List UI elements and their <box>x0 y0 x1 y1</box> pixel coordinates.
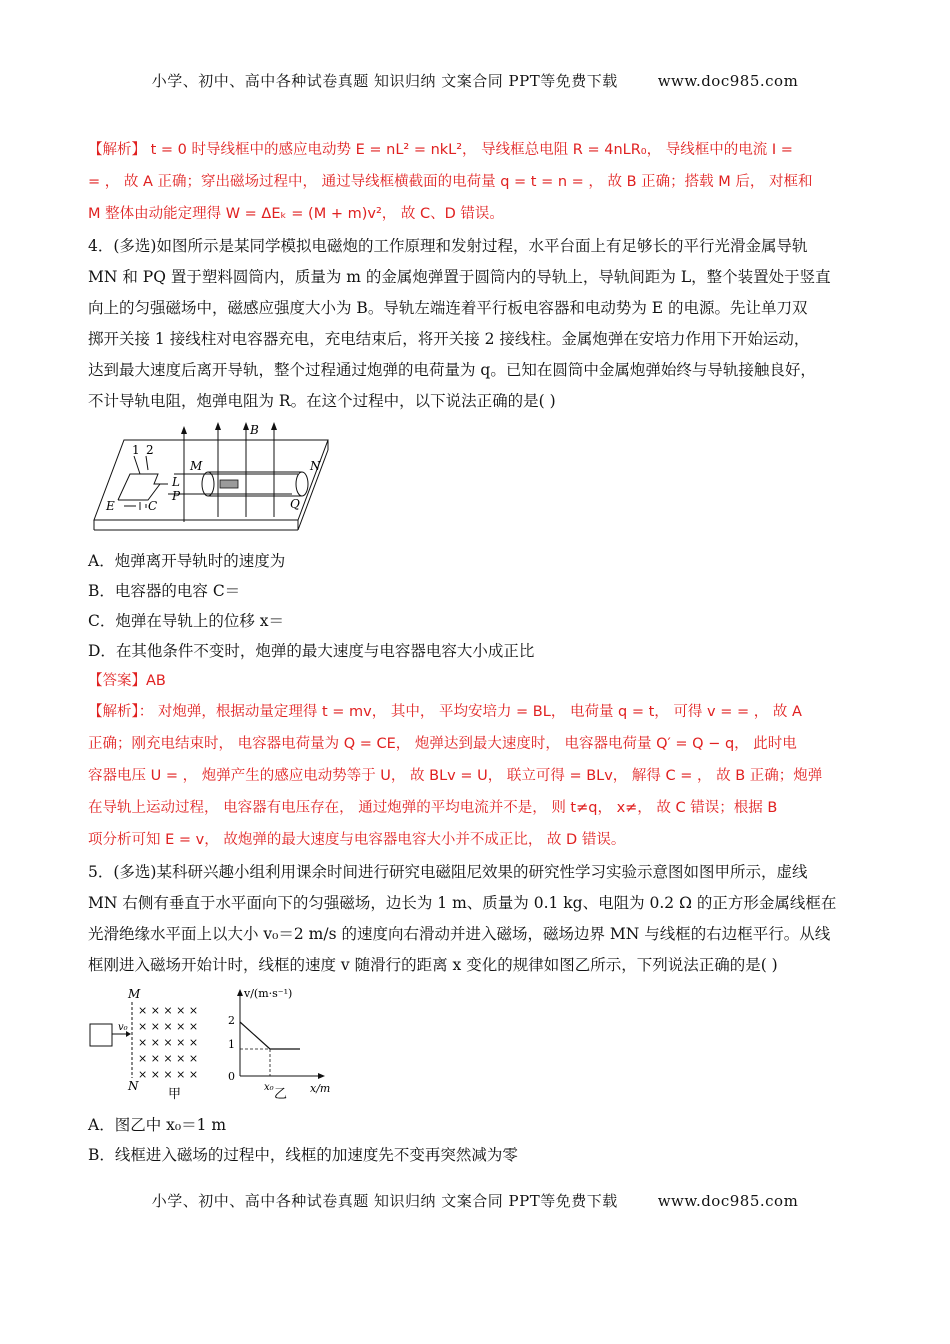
header-text: 小学、初中、高中各种试卷真题 知识归纳 文案合同 PPT等免费下载 <box>151 72 618 90</box>
y-tick-2: 2 <box>228 1014 235 1027</box>
wire-frame <box>90 1024 112 1046</box>
q4-solution-2: 正确；刚充电结束时， 电容器电荷量为 Q = CE， 炮弹达到最大速度时， 电容器电荷量 Q′ = Q − q， 此时电 <box>88 736 797 752</box>
page-footer <box>0 1190 950 1211</box>
footer-url: www.doc985.com <box>657 1192 799 1210</box>
q4-line-6: 不计导轨电阻，炮弹电阻为 R。在这个过程中，以下说法正确的是( ) <box>88 392 556 410</box>
q4-line-2: MN 和 PQ 置于塑料圆筒内，质量为 m 的金属炮弹置于圆筒内的导轨上，导轨间距为 L，整个装置处于竖直 <box>88 268 831 286</box>
switch <box>134 456 140 474</box>
label-b: B <box>250 423 259 437</box>
q4-line-1: 4．(多选)如图所示是某同学模拟电磁炮的工作原理和发射过程，水平台面上有足够长的平行光滑金属导轨 <box>88 237 808 255</box>
field-row: × × × × × <box>138 1036 199 1049</box>
projectile <box>220 480 238 488</box>
q5-figures <box>88 986 878 1105</box>
q4-solution-5: 项分析可知 E = v， 故炮弹的最大速度与电容器电容大小并不成正比， 故 D 错误。 <box>88 832 626 848</box>
q4-option-c: C．炮弹在导轨上的位移 x＝ <box>88 612 285 630</box>
q5-line-4: 框刚进入磁场开始计时，线框的速度 v 随滑行的距离 x 变化的规律如图乙所示，下列说法正确的是( ) <box>88 956 778 974</box>
page-header <box>0 70 950 91</box>
jia-label-m: M <box>128 987 141 1001</box>
q4-line-3: 向上的匀强磁场中，磁感应强度大小为 B。导轨左端连着平行板电容器和电动势为 E 的电源。先让单刀双 <box>88 299 808 317</box>
jia-label-v0: v₀ <box>118 1022 128 1033</box>
q4-solution-3: 容器电压 U = ， 炮弹产生的感应电动势等于 U， 故 BLv = U， 联立可得 = BLv， 解得 C = ， 故 B 正确；炮弹 <box>88 768 823 784</box>
y-tick-1: 1 <box>228 1038 235 1051</box>
label-e: E <box>106 499 115 513</box>
y-axis-label: v/(m·s⁻¹) <box>244 987 293 1000</box>
label-m: M <box>190 459 203 473</box>
question-4 <box>88 236 878 850</box>
label-1: 1 <box>132 443 140 457</box>
solution3-line-2: = ， 故 A 正确；穿出磁场过程中， 通过导线框横截面的电荷量 q = t = n = ， 故 B 正确；搭载 M 后， 对框和 <box>88 174 813 190</box>
field-row: × × × × × <box>138 1052 199 1065</box>
label-2: 2 <box>146 443 154 457</box>
y-tick-0: 0 <box>228 1070 235 1083</box>
solution3-line-3: M 整体由动能定理得 W = ΔEₖ = (M + m)v²， 故 C、D 错误。 <box>88 206 504 222</box>
label-p: P <box>172 489 181 503</box>
q5-figure-svg <box>88 986 348 1101</box>
header-url: www.doc985.com <box>657 72 799 90</box>
q5-line-2: MN 右侧有垂直于水平面向下的匀强磁场，边长为 1 m、质量为 0.1 kg、电阻为 0.2 Ω 的正方形金属线框在 <box>88 894 837 912</box>
figure-yi <box>228 987 330 1101</box>
q4-answer: 【答案】AB <box>88 673 166 689</box>
q4-line-5: 达到最大速度后离开导轨，整个过程通过炮弹的电荷量为 q。已知在圆筒中金属炮弹始终与导轨接触良好， <box>88 361 816 379</box>
velocity-curve <box>240 1022 300 1049</box>
footer-text: 小学、初中、高中各种试卷真题 知识归纳 文案合同 PPT等免费下载 <box>151 1192 618 1210</box>
q4-line-4: 掷开关接 1 接线柱对电容器充电，充电结束后，将开关接 2 接线柱。金属炮弹在安培力作用下开始运动， <box>88 330 810 348</box>
q5-option-b: B．线框进入磁场的过程中，线框的加速度先不变再突然减为零 <box>88 1146 518 1164</box>
label-q: Q <box>290 497 300 511</box>
field-row: × × × × × <box>138 1068 199 1081</box>
q5-line-3: 光滑绝缘水平面上以大小 v₀＝2 m/s 的速度向右滑动并进入磁场，磁场边界 MN 与线框的右边框平行。从线 <box>88 925 831 943</box>
yi-caption: 乙 <box>274 1087 288 1101</box>
railgun-figure <box>88 422 878 541</box>
figure-jia <box>90 987 198 1101</box>
field-row: × × × × × <box>138 1020 199 1033</box>
solution3-line-1: 【解析】 t = 0 时导线框中的感应电动势 E = nL² = nkL²， 导线框总电阻 R = 4nLR₀， 导线框中的电流 I = <box>88 142 793 158</box>
x-axis-label: x/m <box>310 1082 331 1095</box>
q5-line-1: 5．(多选)某科研兴趣小组利用课余时间进行研究电磁阻尼效果的研究性学习实验示意图如图甲所示，虚线 <box>88 863 808 881</box>
page-content <box>88 140 878 1175</box>
field-row: × × × × × <box>138 1004 199 1017</box>
question-5 <box>88 862 878 1165</box>
jia-label-n: N <box>128 1079 139 1093</box>
solution-3 <box>88 140 878 224</box>
q4-option-d: D．在其他条件不变时，炮弹的最大速度与电容器电容大小成正比 <box>88 642 535 660</box>
q5-option-a: A．图乙中 x₀＝1 m <box>88 1116 227 1134</box>
q4-option-a: A．炮弹离开导轨时的速度为 <box>88 552 286 570</box>
jia-caption: 甲 <box>168 1087 182 1101</box>
label-c: C <box>148 499 158 513</box>
x-tick-x0: x₀ <box>264 1082 274 1093</box>
q4-solution-1: 【解析】： 对炮弹，根据动量定理得 t = mv， 其中， 平均安培力 = BL， 电荷量 q = t， 可得 v = = ， 故 A <box>88 704 802 720</box>
label-l: L <box>172 475 180 489</box>
circuit-wire <box>118 474 168 500</box>
q4-solution-4: 在导轨上运动过程， 电容器有电压存在， 通过炮弹的平均电流并不是， 则 t≠q， x≠， 故 C 错误；根据 B <box>88 800 778 816</box>
label-n: N <box>310 459 321 473</box>
railgun-diagram <box>88 422 338 537</box>
q4-option-b: B．电容器的电容 C＝ <box>88 582 241 600</box>
cylinder-end <box>202 472 214 496</box>
